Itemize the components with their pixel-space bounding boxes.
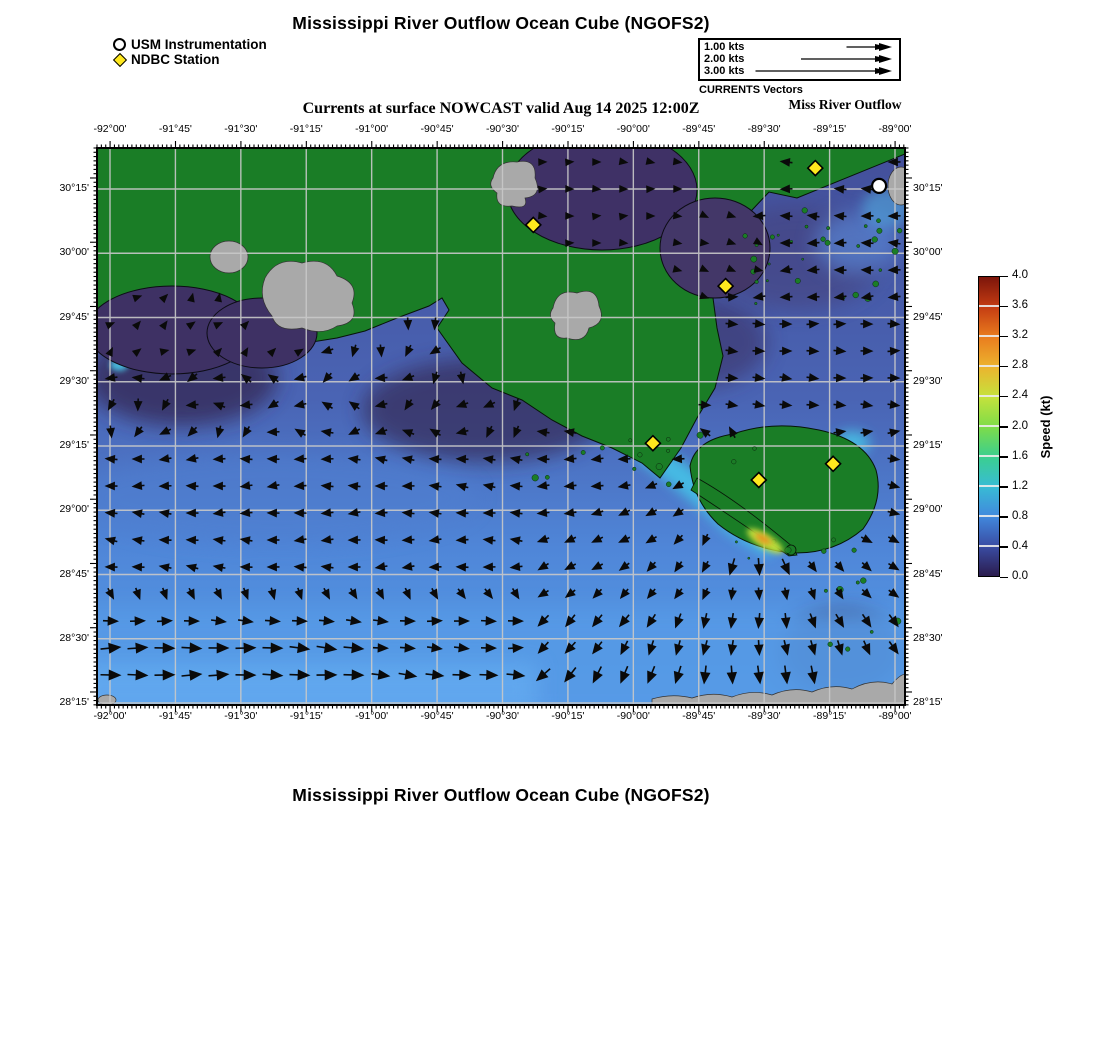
colorbar-tick-dash bbox=[1000, 426, 1008, 428]
lon-tick-label-top: -89°00' bbox=[878, 123, 912, 135]
lon-tick-label-top: -90°45' bbox=[420, 123, 454, 135]
colorbar bbox=[978, 276, 1000, 577]
lon-tick-label-bottom: -89°30' bbox=[747, 710, 781, 722]
colorbar-tick-dash bbox=[1000, 546, 1008, 548]
lon-tick-label-top: -90°30' bbox=[485, 123, 520, 135]
ndbc-diamond-icon bbox=[112, 53, 126, 67]
lat-tick-label-right: 29°45' bbox=[913, 310, 943, 323]
figure-title-bottom: Mississippi River Outflow Ocean Cube (NGOFS2) bbox=[292, 785, 710, 805]
lat-tick-label-left: 28°30' bbox=[59, 631, 89, 644]
colorbar-tick-line bbox=[979, 545, 999, 547]
lat-tick-label-left: 30°00' bbox=[59, 246, 89, 259]
colorbar-tick-dash bbox=[1000, 516, 1008, 518]
map-layers bbox=[88, 139, 914, 715]
colorbar-tick-label: 1.2 bbox=[1012, 479, 1028, 492]
lon-tick-label-bottom: -91°15' bbox=[289, 710, 323, 722]
vector-scale-row-label: 3.00 kts bbox=[704, 65, 745, 77]
lon-tick-label-bottom: -89°45' bbox=[682, 710, 716, 722]
lat-tick-label-left: 29°30' bbox=[59, 374, 89, 387]
map-plot-area bbox=[88, 139, 914, 715]
lon-tick-label-top: -91°30' bbox=[224, 123, 258, 135]
lon-tick-label-bottom: -92°00' bbox=[93, 710, 127, 722]
colorbar-tick-label: 0.4 bbox=[1012, 539, 1028, 552]
lat-tick-label-right: 30°00' bbox=[913, 246, 943, 259]
figure-title-top: Mississippi River Outflow Ocean Cube (NGOFS2) bbox=[292, 13, 710, 33]
lon-tick-label-top: -91°15' bbox=[289, 123, 323, 135]
colorbar-tick-dash bbox=[1000, 366, 1008, 368]
lat-tick-label-right: 28°30' bbox=[913, 631, 943, 644]
colorbar-tick-label: 3.2 bbox=[1012, 329, 1028, 342]
lat-tick-label-right: 28°45' bbox=[913, 567, 943, 580]
vector-scale-arrows bbox=[702, 40, 896, 78]
colorbar-tick-label: 0.8 bbox=[1012, 509, 1028, 522]
colorbar-tick-line bbox=[979, 335, 999, 337]
colorbar-title: Speed (kt) bbox=[1038, 395, 1053, 459]
lat-tick-label-right: 29°15' bbox=[913, 439, 943, 451]
colorbar-tick-line bbox=[979, 485, 999, 487]
lon-tick-label-bottom: -91°45' bbox=[158, 710, 192, 722]
lon-tick-label-top: -89°45' bbox=[682, 123, 716, 135]
lat-tick-label-right: 30°15' bbox=[913, 182, 943, 194]
lon-tick-label-bottom: -91°00' bbox=[355, 710, 389, 722]
lon-tick-label-bottom: -89°15' bbox=[813, 710, 847, 722]
vector-scale-box bbox=[698, 38, 901, 81]
lat-tick-label-left: 29°00' bbox=[59, 503, 89, 516]
lat-tick-label-left: 28°15' bbox=[59, 696, 89, 708]
usm-station-marker bbox=[872, 179, 886, 193]
colorbar-tick-label: 2.0 bbox=[1012, 419, 1028, 432]
colorbar-tick-line bbox=[979, 395, 999, 397]
colorbar-tick-line bbox=[979, 305, 999, 307]
vector-scale-row-label: 1.00 kts bbox=[704, 41, 745, 53]
colorbar-tick-label: 4.0 bbox=[1012, 269, 1028, 281]
colorbar-tick-dash bbox=[1000, 577, 1008, 579]
lat-tick-label-right: 29°30' bbox=[913, 374, 943, 387]
lon-tick-label-top: -90°00' bbox=[616, 123, 650, 135]
lon-tick-label-bottom: -91°30' bbox=[224, 710, 258, 722]
lon-tick-label-top: -89°30' bbox=[747, 123, 781, 135]
colorbar-tick-label: 0.0 bbox=[1012, 570, 1028, 582]
lat-tick-label-left: 28°45' bbox=[59, 567, 89, 580]
colorbar-tick-label: 1.6 bbox=[1012, 449, 1028, 462]
legend-item-usm: USM Instrumentation bbox=[131, 37, 267, 52]
lon-tick-label-top: -92°00' bbox=[93, 123, 127, 135]
colorbar-tick-line bbox=[979, 425, 999, 427]
colorbar-tick-line bbox=[979, 365, 999, 367]
vector-scale-row-label: 2.00 kts bbox=[704, 53, 745, 65]
vector-scale-caption: CURRENTS Vectors bbox=[699, 84, 803, 96]
lon-tick-label-bottom: -90°15' bbox=[551, 710, 585, 722]
lon-tick-label-bottom: -89°00' bbox=[878, 710, 912, 722]
lon-tick-label-top: -91°00' bbox=[355, 123, 389, 135]
lat-tick-label-left: 30°15' bbox=[59, 182, 89, 194]
lat-tick-label-left: 29°15' bbox=[59, 439, 89, 451]
usm-circle-icon bbox=[113, 38, 126, 51]
colorbar-tick-label: 2.4 bbox=[1012, 389, 1028, 402]
colorbar-tick-dash bbox=[1000, 396, 1008, 398]
lon-tick-label-top: -91°45' bbox=[158, 123, 192, 135]
plot-subtitle: Currents at surface NOWCAST valid Aug 14 2025 12:00Z bbox=[302, 100, 700, 117]
lon-tick-label-bottom: -90°30' bbox=[485, 710, 520, 722]
colorbar-tick-dash bbox=[1000, 276, 1008, 278]
lon-tick-label-top: -89°15' bbox=[813, 123, 847, 135]
legend-item-ndbc: NDBC Station bbox=[131, 52, 220, 67]
region-label: Miss River Outflow bbox=[788, 97, 902, 112]
colorbar-tick-dash bbox=[1000, 486, 1008, 488]
colorbar-tick-line bbox=[979, 515, 999, 517]
colorbar-tick-line bbox=[979, 455, 999, 457]
lon-tick-label-bottom: -90°45' bbox=[420, 710, 454, 722]
colorbar-tick-dash bbox=[1000, 336, 1008, 338]
lon-tick-label-bottom: -90°00' bbox=[616, 710, 650, 722]
colorbar-tick-label: 2.8 bbox=[1012, 359, 1028, 372]
colorbar-tick-label: 3.6 bbox=[1012, 299, 1028, 312]
lake-borgne bbox=[660, 198, 770, 298]
colorbar-tick-dash bbox=[1000, 306, 1008, 308]
lat-tick-label-right: 28°15' bbox=[913, 696, 943, 708]
lat-tick-label-right: 29°00' bbox=[913, 503, 943, 516]
lon-tick-label-top: -90°15' bbox=[551, 123, 585, 135]
lat-tick-label-left: 29°45' bbox=[59, 310, 89, 323]
colorbar-tick-dash bbox=[1000, 456, 1008, 458]
